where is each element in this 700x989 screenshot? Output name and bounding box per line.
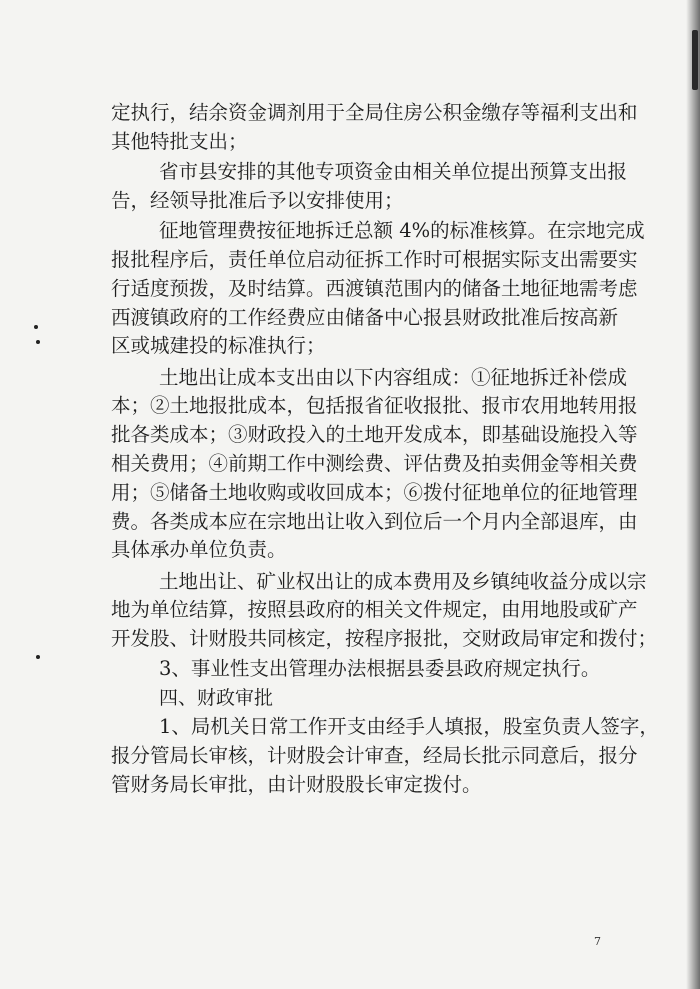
body-line: 管财务局长审批，由计财股股长审定拨付。 bbox=[111, 772, 482, 796]
body-line: 告，经领导批准后予以安排使用； bbox=[111, 188, 404, 212]
scan-edge-mark bbox=[692, 30, 698, 90]
body-line: 本；②土地报批成本，包括报省征收报批、报市农用地转用报 bbox=[111, 394, 638, 418]
body-line: 土地出让成本支出由以下内容组成：①征地拆迁补偿成 bbox=[159, 365, 628, 389]
body-line: 1、局机关日常工作开支由经手人填报，股室负责人签字， bbox=[159, 715, 659, 739]
body-line: 行适度预拨，及时结算。西渡镇范围内的储备土地征地需考虑 bbox=[111, 276, 638, 300]
body-line: 用；⑤储备土地收购或收回成本；⑥拨付征地单位的征地管理 bbox=[111, 480, 638, 504]
body-line: 相关费用；④前期工作中测绘费、评估费及拍卖佣金等相关费 bbox=[111, 451, 638, 475]
body-line: 具体承办单位负责。 bbox=[111, 538, 287, 562]
body-line: 省市县安排的其他专项资金由相关单位提出预算支出报 bbox=[159, 159, 628, 183]
body-line: 3、事业性支出管理办法根据县委县政府规定执行。 bbox=[159, 656, 601, 680]
body-line: 其他特批支出； bbox=[111, 129, 248, 153]
scan-edge-shadow bbox=[686, 0, 700, 989]
body-line: 西渡镇政府的工作经费应由储备中心报县财政批准后按高新 bbox=[111, 305, 619, 329]
body-line: 区或城建投的标准执行； bbox=[111, 334, 326, 358]
section-heading: 四、财政审批 bbox=[159, 686, 274, 709]
body-line: 报分管局长审核，计财股会计审查，经局长批示同意后，报分 bbox=[111, 744, 638, 768]
body-line: 征地管理费按征地拆迁总额 4%的标准核算。在宗地完成 bbox=[159, 219, 645, 243]
body-line: 土地出让、矿业权出让的成本费用及乡镇纯收益分成以宗 bbox=[159, 569, 647, 593]
body-line: 定执行，结余资金调剂用于全局住房公积金缴存等福利支出和 bbox=[111, 100, 638, 124]
scan-dot bbox=[34, 325, 38, 329]
body-line: 费。各类成本应在宗地出让收入到位后一个月内全部退库，由 bbox=[111, 509, 638, 533]
page-number: 7 bbox=[594, 935, 601, 948]
body-line: 开发股、计财股共同核定，按程序报批，交财政局审定和拨付； bbox=[111, 627, 658, 651]
scan-dot bbox=[36, 655, 40, 659]
body-line: 批各类成本；③财政投入的土地开发成本，即基础设施投入等 bbox=[111, 423, 638, 447]
scan-dot bbox=[36, 340, 40, 344]
body-line: 地为单位结算，按照县政府的相关文件规定，由用地股或矿产 bbox=[111, 598, 638, 622]
body-line: 报批程序后，责任单位启动征拆工作时可根据实际支出需要实 bbox=[111, 247, 638, 271]
